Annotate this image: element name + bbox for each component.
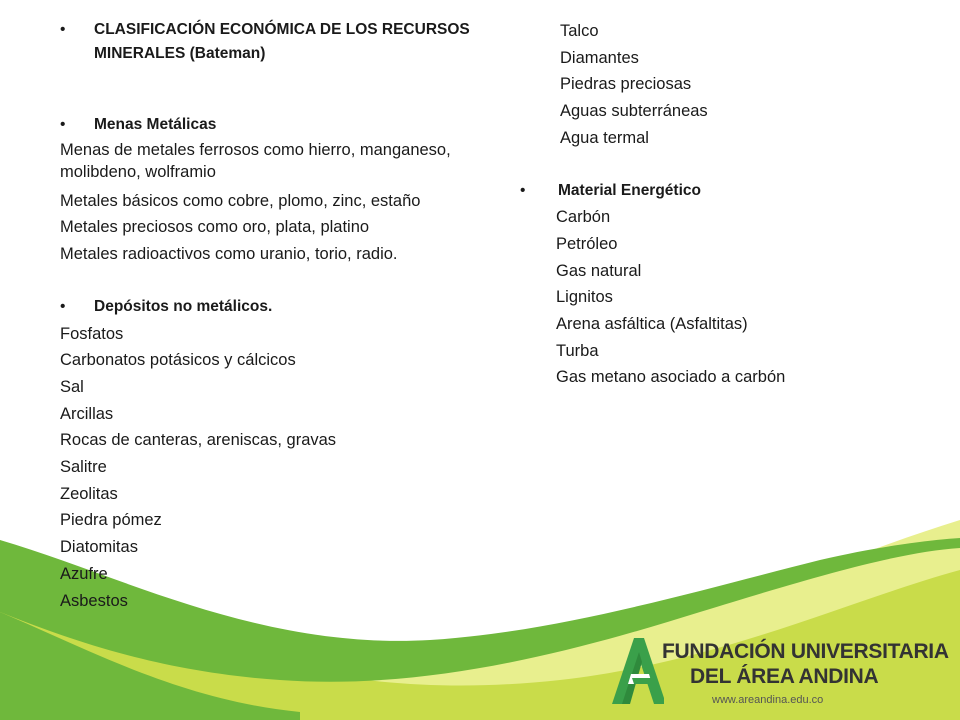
continuation-item: Aguas subterráneas <box>560 102 708 121</box>
andina-a-icon <box>608 634 664 706</box>
no-metalicos-item: Asbestos <box>60 591 128 610</box>
energetico-item: Turba <box>556 341 599 360</box>
logo-url: www.areandina.edu.co <box>712 694 824 706</box>
continuation-item: Talco <box>560 22 599 40</box>
energetico-item: Gas natural <box>556 261 642 280</box>
continuation-item: Diamantes <box>560 48 639 67</box>
no-metalicos-item: Salitre <box>60 458 107 477</box>
continuation-item: Piedras preciosas <box>560 75 692 94</box>
energetico-heading: • Material Energético <box>520 178 940 205</box>
metalicas-item: Menas de metales ferrosos como hierro, manganeso, molibdeno, wolframio <box>60 140 451 181</box>
no-metalicos-item: Piedra pómez <box>60 511 162 530</box>
no-metalicos-item: Rocas de canteras, areniscas, gravas <box>60 431 337 450</box>
energetico-item: Gas metano asociado a carbón <box>556 368 786 387</box>
logo-line2: DEL ÁREA ANDINA <box>690 665 879 688</box>
no-metalicos-heading: • Depósitos no metálicos. <box>60 294 490 321</box>
energetico-item: Arena asfáltica (Asfaltitas) <box>556 315 748 334</box>
no-metalicos-item: Sal <box>60 377 84 396</box>
continuation-item: Agua termal <box>560 128 649 147</box>
energetico-item: Carbón <box>556 208 611 227</box>
no-metalicos-item: Zeolitas <box>60 484 118 503</box>
right-column <box>520 18 940 391</box>
no-metalicos-item: Diatomitas <box>60 538 138 557</box>
no-metalicos-item: Fosfatos <box>60 324 124 343</box>
energetico-item: Lignitos <box>556 288 613 307</box>
metalicas-heading: • Menas Metálicas <box>60 112 490 139</box>
energetico-item: Petróleo <box>556 234 618 253</box>
no-metalicos-item: Carbonatos potásicos y cálcicos <box>60 351 296 370</box>
no-metalicos-item: Azufre <box>60 564 108 583</box>
metalicas-item: Metales básicos como cobre, plomo, zinc, estaño <box>60 191 421 210</box>
left-column <box>60 18 490 614</box>
no-metalicos-item: Arcillas <box>60 404 114 423</box>
slide-title: • CLASIFICACIÓN ECONÓMICA DE LOS RECURSOS MINERALES (Bateman) <box>60 18 484 66</box>
metalicas-item: Metales radioactivos como uranio, torio, radio. <box>60 245 398 264</box>
metalicas-item: Metales preciosos como oro, plata, platino <box>60 218 370 237</box>
university-logo <box>608 634 949 714</box>
logo-line1: FUNDACIÓN UNIVERSITARIA <box>662 640 949 663</box>
